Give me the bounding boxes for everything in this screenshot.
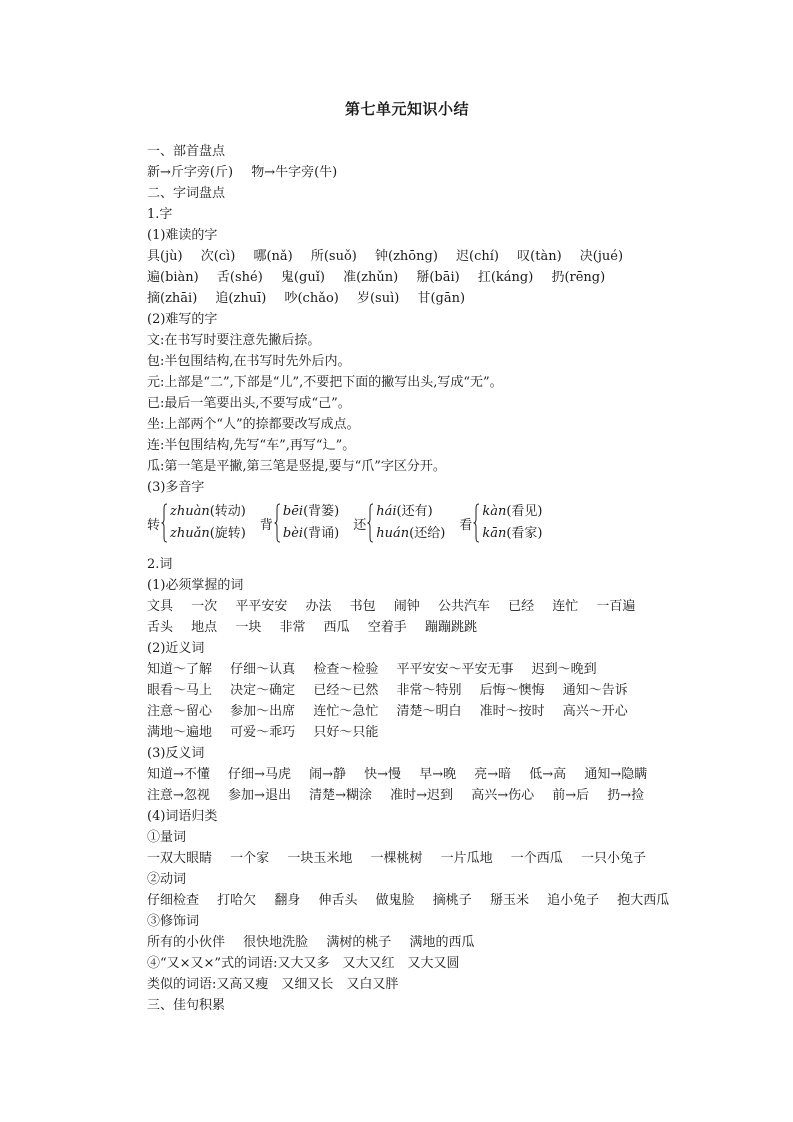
radical-item: 物→牛字旁(牛) [251,165,338,180]
antonym-pair: 前→后 [552,788,590,803]
hard-write-line: 文:在书写时要注意先撇后捺。 [147,333,321,348]
hard-read-row [147,288,677,309]
word-item: 所有的小伙伴 [147,935,226,950]
example-word: (转动) [209,504,246,519]
example-word: (看家) [506,526,543,541]
synonym-pair: 非常～特别 [396,683,462,698]
must-know-row [147,617,677,638]
subheading-synonyms: (2)近义词 [147,641,205,656]
word-item: 西瓜 [323,620,350,635]
word-item: 地点 [191,620,218,635]
pinyin: bèi [282,526,304,541]
left-brace-icon [473,503,480,543]
word-item: 打哈欠 [217,893,257,908]
polyphone-group [260,501,339,545]
pinyin: hái [376,504,397,519]
word-item: 一块玉米地 [287,851,353,866]
hard-write-line: 元:上部是“二”,下部是“儿”,不要把下面的撇写出头,写成“无”。 [147,375,503,390]
hard-write-line: 连:半包围结构,先写“车”,再写“辶”。 [147,438,356,453]
polyphone-char: 看 [459,517,473,533]
word-item: 翻身 [274,893,301,908]
synonym-pair: 准时～按时 [479,704,545,719]
char-pinyin: 追(zhuī) [215,291,267,306]
antonym-row [147,785,677,806]
word-item: 闹钟 [393,599,420,614]
synonym-pair: 注意～留心 [147,704,213,719]
word-item: 一百遍 [596,599,636,614]
word-item: 一个家 [230,851,270,866]
left-brace-icon [161,503,168,543]
polyphone-char: 背 [259,517,273,533]
word-item: 很快地洗脸 [243,935,309,950]
word-item: 非常 [279,620,306,635]
antonym-pair: 扔→捡 [607,788,645,803]
radical-item: 新→斤字旁(斤) [147,165,234,180]
char-pinyin: 哪(nǎ) [253,249,293,264]
synonym-pair: 决定～确定 [230,683,296,698]
antonym-pair: 低→高 [529,767,567,782]
hard-read-row [147,267,677,288]
section-heading-radicals: 一、部首盘点 [147,144,226,159]
document-body [147,141,677,1016]
synonym-pair: 通知～告诉 [562,683,628,698]
page-title: 第七单元知识小结 [344,100,469,118]
hard-write-line: 坐:上部两个“人”的捺都要改写成点。 [147,417,360,432]
subheading-words: 2.词 [147,557,173,572]
word-item: 书包 [349,599,376,614]
synonym-pair: 仔细～认真 [230,662,296,677]
verb-row [147,890,677,911]
word-item: 一次 [191,599,218,614]
synonym-row [147,722,677,743]
antonym-pair: 清楚→糊涂 [309,788,372,803]
word-item: 空着手 [367,620,407,635]
hard-write-line: 包:半包围结构,在书写时先外后内。 [147,354,351,369]
measure-row [147,848,677,869]
char-pinyin: 摘(zhāi) [147,291,198,306]
antonym-pair: 亮→暗 [474,767,512,782]
char-pinyin: 具(jù) [147,249,183,264]
synonym-pair: 迟到～晚到 [531,662,597,677]
antonym-pair: 参加→退出 [228,788,291,803]
char-pinyin: 吵(chǎo) [284,291,339,306]
synonym-pair: 高兴～开心 [562,704,628,719]
antonym-pair: 闹→静 [309,767,346,782]
word-item: 一棵桃树 [370,851,423,866]
polyphone-group [353,501,445,545]
char-pinyin: 叹(tàn) [517,249,562,264]
char-pinyin: 钟(zhōng) [375,249,438,264]
subheading-hard-read: (1)难读的字 [147,228,218,243]
synonym-pair: 平平安安～平安无事 [396,662,514,677]
pinyin: bēi [282,504,304,519]
hard-write-line: 瓜:第一笔是平撇,第三笔是竖提,要与“爪”字区分开。 [147,459,446,474]
word-item: 一只小兔子 [580,851,646,866]
pinyin: kān [482,526,507,541]
synonym-pair: 已经～已然 [313,683,379,698]
radicals-line [147,162,677,183]
word-item: 办法 [305,599,332,614]
char-pinyin: 迟(chí) [456,249,500,264]
char-pinyin: 遍(biàn) [147,270,199,285]
antonym-pair: 通知→隐瞒 [584,767,648,782]
example-word: (背诵) [303,526,340,541]
word-item: 一块 [235,620,262,635]
synonym-pair: 眼看～马上 [147,683,213,698]
antonym-pair: 注意→忽视 [147,788,210,803]
must-know-row [147,596,677,617]
pinyin: zhuàn [170,504,210,519]
left-brace-icon [274,503,281,543]
subheading-polyphone: (3)多音字 [147,480,205,495]
left-brace-icon [367,503,374,543]
word-item: 摘桃子 [432,893,472,908]
char-pinyin: 扔(rēng) [551,270,606,285]
synonym-pair: 知道～了解 [147,662,213,677]
char-pinyin: 决(jué) [579,249,624,264]
antonym-pair: 高兴→伤心 [471,788,535,803]
char-pinyin: 所(suǒ) [310,249,357,264]
subheading-antonyms: (3)反义词 [147,746,205,761]
word-item: 舌头 [147,620,174,635]
similar-line: 类似的词语:又高又瘦 又细又长 又白又胖 [147,977,399,992]
char-pinyin: 岁(suì) [356,291,400,306]
char-pinyin: 掰(bāi) [416,270,460,285]
word-item: 连忙 [552,599,579,614]
synonym-row [147,659,677,680]
polyphone-group [459,501,542,545]
section-heading-sentences: 三、佳句积累 [147,998,226,1013]
example-word: (背篓) [303,504,340,519]
word-item: 一个西瓜 [510,851,563,866]
char-pinyin: 甘(gān) [417,291,466,306]
subheading-chars: 1.字 [147,207,173,222]
subheading-modifier: ③修饰词 [147,914,200,929]
subheading-classify: (4)词语归类 [147,809,218,824]
antonym-pair: 准时→迟到 [390,788,454,803]
hard-write-line: 已:最后一笔要出头,不要写成“己”。 [147,396,351,411]
antonym-pair: 仔细→马虎 [228,767,291,782]
synonym-pair: 可爱～乖巧 [230,725,296,740]
word-item: 一片瓜地 [440,851,493,866]
word-item: 文具 [147,599,174,614]
word-item: 一双大眼睛 [147,851,213,866]
polyphone-row [147,500,677,546]
synonym-row [147,701,677,722]
word-item: 掰玉米 [489,893,529,908]
example-word: (还给) [409,526,446,541]
word-item: 蹦蹦跳跳 [424,620,477,635]
word-item: 仔细检查 [147,893,200,908]
word-item: 满地的西瓜 [409,935,475,950]
word-item: 已经 [508,599,535,614]
word-item: 平平安安 [235,599,288,614]
pinyin: kàn [482,504,507,519]
synonym-pair: 满地～遍地 [147,725,213,740]
synonym-pair: 连忙～急忙 [313,704,379,719]
antonym-pair: 快→慢 [364,767,402,782]
char-pinyin: 鬼(guǐ) [280,270,325,285]
subheading-must-know: (1)必须掌握的词 [147,578,244,593]
pinyin: huán [376,526,410,541]
char-pinyin: 舌(shé) [216,270,263,285]
pattern-line: ④“又×又×”式的词语:又大又多 又大又红 又大又圆 [147,956,460,971]
example-word: (还有) [396,504,433,519]
antonym-pair: 知道→不懂 [147,767,210,782]
antonym-row [147,764,677,785]
modifier-row [147,932,677,953]
synonym-pair: 后悔～懊悔 [479,683,545,698]
example-word: (看见) [506,504,543,519]
word-item: 抱大西瓜 [617,893,670,908]
polyphone-char: 还 [353,517,367,533]
polyphone-group [147,501,246,545]
subheading-measure: ①量词 [147,830,187,845]
hard-read-row [147,246,677,267]
polyphone-char: 转 [147,517,161,533]
synonym-pair: 只好～只能 [313,725,379,740]
word-item: 满树的桃子 [326,935,392,950]
synonym-pair: 检查～检验 [313,662,379,677]
antonym-pair: 早→晚 [419,767,457,782]
synonym-row [147,680,677,701]
subheading-hard-write: (2)难写的字 [147,312,218,327]
char-pinyin: 次(cì) [200,249,236,264]
word-item: 追小兔子 [547,893,600,908]
word-item: 做鬼脸 [375,893,415,908]
subheading-verb: ②动词 [147,872,187,887]
example-word: (旋转) [209,526,246,541]
synonym-pair: 清楚～明白 [396,704,462,719]
pinyin: zhuǎn [170,526,210,541]
section-heading-words: 二、字词盘点 [147,186,226,201]
word-item: 伸舌头 [318,893,358,908]
char-pinyin: 扛(káng) [477,270,534,285]
char-pinyin: 准(zhǔn) [343,270,399,285]
synonym-pair: 参加～出席 [230,704,296,719]
word-item: 公共汽车 [437,599,490,614]
